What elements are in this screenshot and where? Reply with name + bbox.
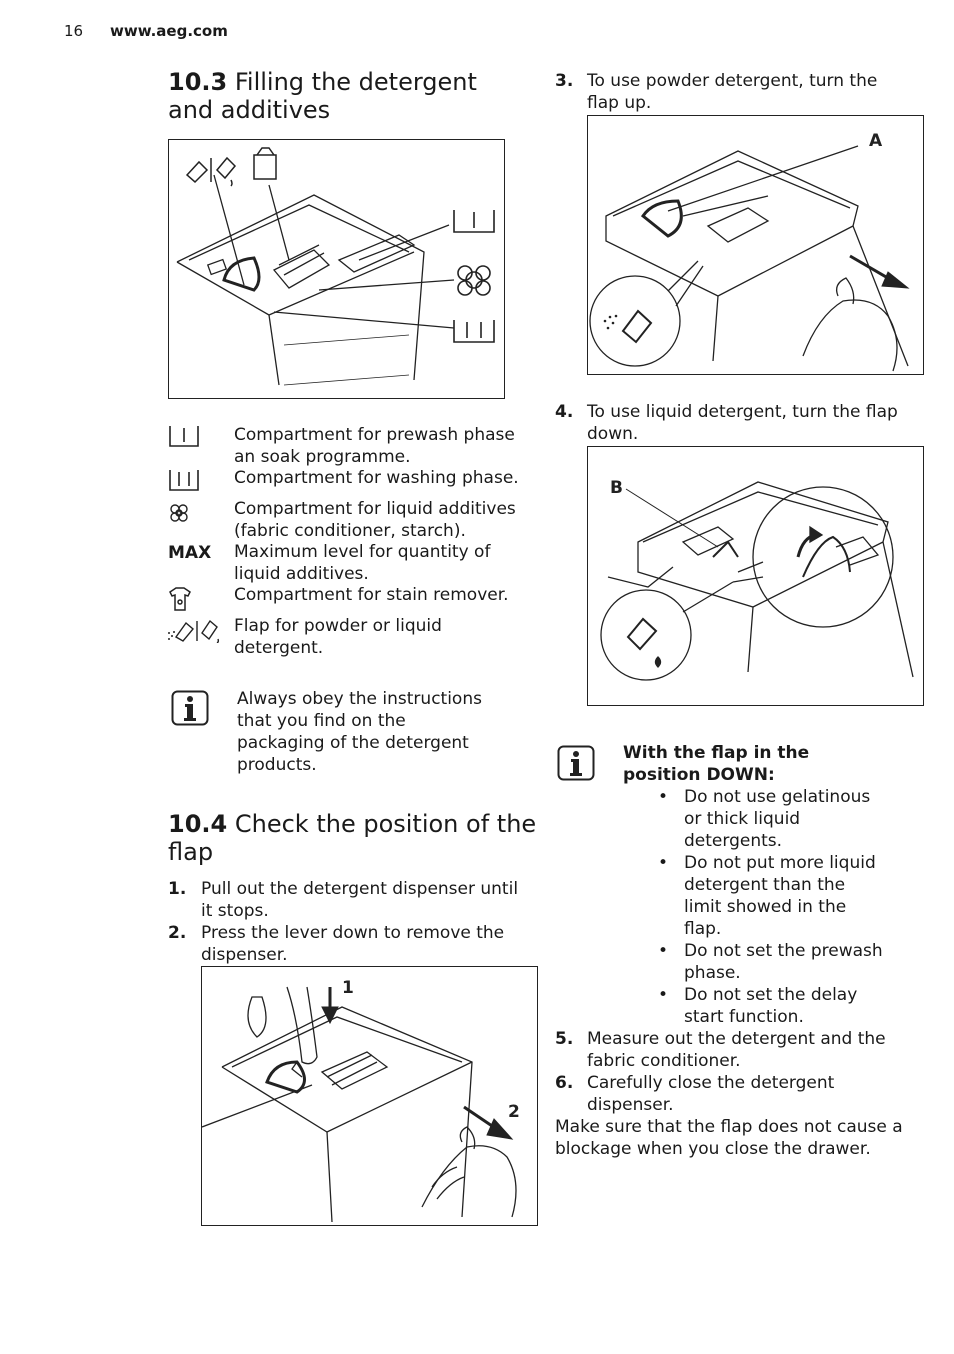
step-item xyxy=(555,401,905,445)
wash-compartment-icon xyxy=(168,468,202,494)
list-item: • Do not put more liquid detergent than the limit showed in the flap. xyxy=(658,853,876,939)
step-number: 5. xyxy=(555,1029,574,1049)
label-1: 1 xyxy=(342,978,354,998)
bullet-text: Do not set the delay start function. xyxy=(684,985,858,1027)
prewash-compartment-icon xyxy=(168,424,202,450)
legend-text-max: Maximum level for quantity of liquid additives. xyxy=(234,542,491,584)
step-text: Measure out the detergent and the fabric conditioner. xyxy=(587,1029,886,1071)
label-a: A xyxy=(869,131,883,151)
page-number: 16 xyxy=(64,22,84,40)
legend-text-flap: Flap for powder or liquid detergent. xyxy=(234,616,442,658)
info-title-flap-down: With the flap in the position DOWN: xyxy=(623,743,810,785)
flap-up-figure xyxy=(587,115,924,375)
legend-text-additives: Compartment for liquid additives (fabric conditioner, starch). xyxy=(234,499,516,541)
dispenser-overview-figure xyxy=(168,139,505,399)
flap-down-bullet-list xyxy=(658,786,884,1028)
step-number: 4. xyxy=(555,402,574,422)
step-text: To use liquid detergent, turn the flap down. xyxy=(587,402,898,444)
flap-icon-group xyxy=(187,148,276,186)
legend-text-wash: Compartment for washing phase. xyxy=(234,468,519,488)
list-item: • Do not use gelatinous or thick liquid detergents. xyxy=(658,787,871,851)
info-icon xyxy=(557,745,595,781)
step-item xyxy=(168,878,528,922)
stain-remover-icon xyxy=(168,586,202,612)
step-3-block xyxy=(555,70,895,114)
step-item xyxy=(168,922,528,966)
bullet-text: Do not use gelatinous or thick liquid detergents. xyxy=(684,787,871,851)
site-url: www.aeg.com xyxy=(110,22,228,40)
legend-text-stain: Compartment for stain remover. xyxy=(234,585,509,605)
bullet-text: Do not put more liquid detergent than the limit showed in the flap. xyxy=(684,853,876,939)
remove-dispenser-drawing xyxy=(202,967,537,1225)
flap-down-figure xyxy=(587,446,924,706)
section-number: 10.3 xyxy=(168,68,228,96)
legend-text-prewash: Compartment for prewash phase an soak programme. xyxy=(234,425,515,467)
list-item: • Do not set the prewash phase. xyxy=(658,941,883,983)
section-title: Filling the detergent and additives xyxy=(168,68,477,124)
flower-additive-icon xyxy=(168,500,202,526)
step-item xyxy=(555,1072,905,1116)
step-text: To use powder detergent, turn the flap up. xyxy=(587,71,878,113)
label-b: B xyxy=(610,478,623,498)
step-number: 1. xyxy=(168,879,187,899)
section-number: 10.4 xyxy=(168,810,228,838)
flap-up-drawing xyxy=(588,116,923,374)
max-label: MAX xyxy=(168,543,212,563)
remove-dispenser-figure xyxy=(201,966,538,1226)
flap-down-drawing xyxy=(588,447,923,705)
section-10-3-heading xyxy=(168,68,528,124)
step-text: Press the lever down to remove the dispenser. xyxy=(201,923,505,965)
closing-note: Make sure that the flap does not cause a blockage when you close the drawer. xyxy=(555,1117,903,1159)
powder-liquid-flap-icon xyxy=(166,617,222,643)
section-10-4-heading xyxy=(168,810,538,866)
step-4-block xyxy=(555,401,905,445)
section-title: Check the position of the flap xyxy=(168,810,537,866)
step-item xyxy=(555,1028,905,1072)
info-icon xyxy=(171,690,209,726)
dispenser-overview-drawing xyxy=(169,140,504,398)
steps-left-list xyxy=(168,878,528,966)
step-text: Carefully close the detergent dispenser. xyxy=(587,1073,835,1115)
step-number: 6. xyxy=(555,1073,574,1093)
label-2: 2 xyxy=(508,1102,520,1122)
bullet-text: Do not set the prewash phase. xyxy=(684,941,883,983)
step-text: Pull out the detergent dispenser until it stops. xyxy=(201,879,519,921)
step-item xyxy=(555,70,895,114)
steps-right-list xyxy=(555,1028,905,1160)
info-note-detergent: Always obey the instructions that you find on the packaging of the detergent products. xyxy=(237,689,482,775)
step-number: 3. xyxy=(555,71,574,91)
step-number: 2. xyxy=(168,923,187,943)
list-item: • Do not set the delay start function. xyxy=(658,985,858,1027)
